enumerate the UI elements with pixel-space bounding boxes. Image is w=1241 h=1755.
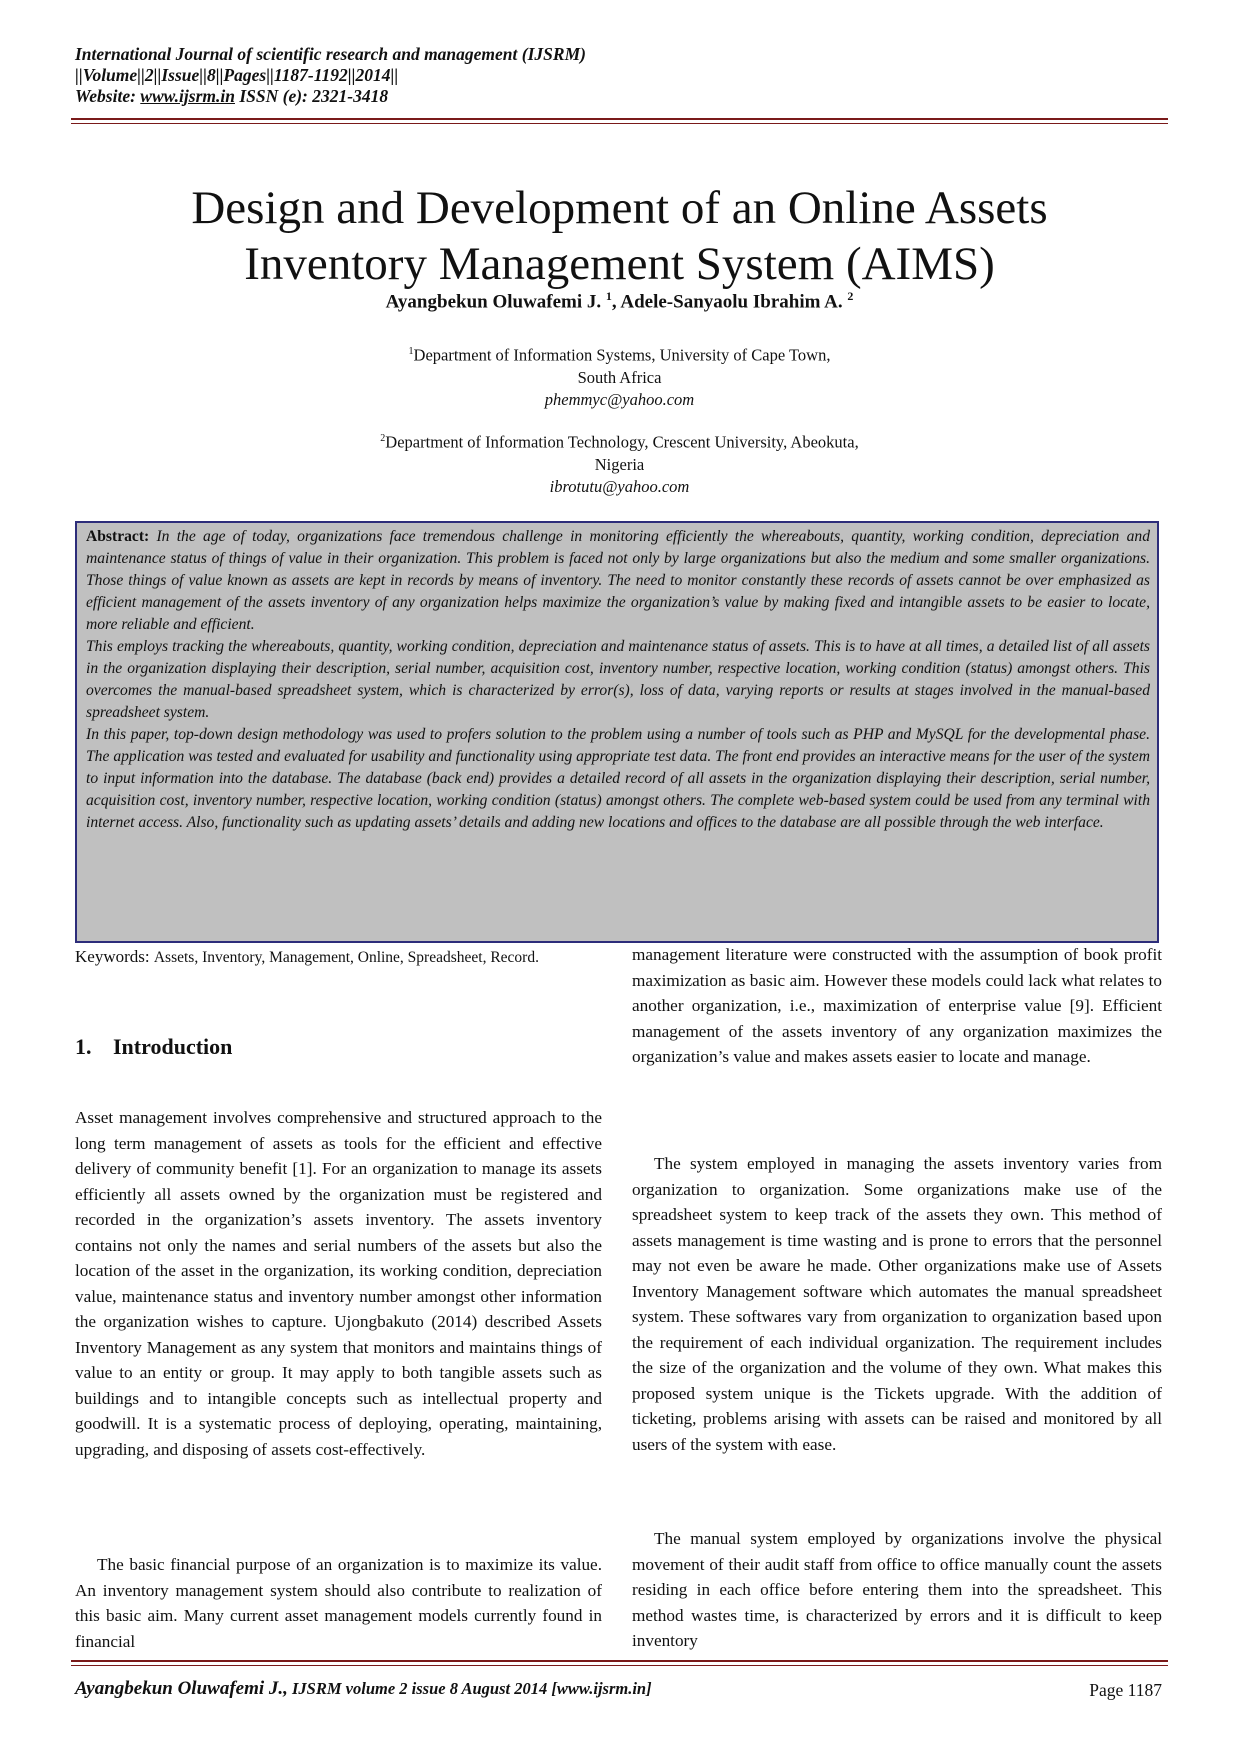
abstract-paragraph-2: This employs tracking the whereabouts, quantity, working condition, depreciation and maintenance status of assets. This is to have at all times, a detailed list of all assets in the organization displaying their description, serial number, acquisition cost, inventory number, respective location, working condition (status) amongst others. This overcomes the manual-based spreadsheet system, which is characterized by error(s), loss of data, varying reports or results at stages involved in the manual-based spreadsheet system. <box>86 638 1150 721</box>
section-number: 1. <box>75 1034 92 1059</box>
affiliation-2-email[interactable]: ibrotutu@yahoo.com <box>549 476 690 496</box>
affiliation-1-line-1 <box>71 341 1168 367</box>
footer-rule-thin <box>71 1665 1168 1666</box>
affiliation-1-email[interactable]: phemmyc@yahoo.com <box>544 389 695 409</box>
footer-rule <box>71 1660 1168 1662</box>
intro-paragraph-4: The system employed in managing the assets inventory varies from organization to organization. Some organizations make use of the spreadsheet system to keep track of the assets they own. This method of assets management is time wasting and is prone to errors that the personnel may not even be aware he made. Other organizations make use of Assets Inventory Management software which automates the manual spreadsheet system. These softwares vary from organization to organization based upon the requirement of each individual organization. The requirement includes the size of the organization and the volume of they own. What makes this proposed system unique is the Tickets upgrade. With the addition of ticketing, problems arising with assets can be raised and monitored by all users of the system with ease. <box>632 1154 1162 1454</box>
abstract <box>86 526 1150 834</box>
affiliation-2 <box>71 428 1168 498</box>
author-2-sup: 2 <box>847 289 854 303</box>
affiliation-2-sup: 2 <box>380 433 386 444</box>
journal-website-line <box>75 86 1175 107</box>
intro-paragraph-5: The manual system employed by organizations involve the physical movement of their audit staff from office to office manually count the assets residing in each office before entering them into the spreadsheet. This method wastes time, is characterized by errors and it is difficult to keep inventory <box>632 1529 1162 1650</box>
title-line-2: Inventory Management System (AIMS) <box>244 238 995 290</box>
author-1: Ayangbekun Oluwafemi J. <box>385 291 602 313</box>
affiliation-2-country: Nigeria <box>594 454 645 474</box>
right-col-paragraph-3 <box>632 1526 1162 1654</box>
author-separator: , <box>611 291 621 313</box>
affiliation-2-line-1 <box>71 428 1168 454</box>
affiliation-1-dept: Department of Information Systems, University of Cape Town, <box>413 345 831 365</box>
left-col-paragraph-1 <box>75 1105 602 1462</box>
title-line-1: Design and Development of an Online Assets <box>191 182 1048 234</box>
abstract-label: Abstract: <box>86 528 150 545</box>
affiliation-2-dept: Department of Information Technology, Crescent University, Abeokuta, <box>385 432 859 452</box>
right-col-paragraph-1 <box>632 942 1162 1070</box>
header-rule <box>71 118 1168 120</box>
intro-paragraph-2: The basic financial purpose of an organization is to maximize its value. An inventory management system should also contribute to realization of this basic aim. Many current asset management models currently found in financial <box>75 1555 602 1651</box>
website-label: Website: <box>75 86 141 106</box>
author-2: Adele-Sanyaolu Ibrahim A. <box>620 291 843 313</box>
paper-title <box>71 180 1168 292</box>
abstract-paragraph-1 <box>86 526 1150 636</box>
keywords <box>75 946 602 968</box>
keywords-label: Keywords: <box>75 947 154 966</box>
website-link[interactable]: www.ijsrm.in <box>140 86 235 106</box>
page-number: Page 1187 <box>1089 1680 1162 1700</box>
right-col-paragraph-2 <box>632 1151 1162 1457</box>
intro-paragraph-3: management literature were constructed with the assumption of book profit maximization as basic aim. However these models could lack what relates to another organization, i.e., maximization of enterprise value [9]. Efficient management of the assets inventory of any organization maximizes the organization’s value and makes assets easier to locate and manage. <box>632 945 1162 1066</box>
journal-volume: ||Volume||2||Issue||8||Pages||1187-1192||2014|| <box>75 65 399 85</box>
section-title: Introduction <box>113 1034 233 1059</box>
section-heading <box>75 1034 232 1060</box>
footer-author: Ayangbekun Oluwafemi J., <box>75 1678 288 1699</box>
journal-name: International Journal of scientific research and management (IJSRM) <box>75 44 586 64</box>
author-1-sup: 1 <box>605 289 612 303</box>
affiliation-1 <box>71 341 1168 411</box>
footer-citation <box>75 1678 652 1700</box>
issn-text: ISSN (e): 2321-3418 <box>234 86 389 106</box>
abstract-paragraph-3: In this paper, top-down design methodology was used to profers solution to the problem using a number of tools such as PHP and MySQL for the developmental phase. The application was tested and evaluated for usability and functionality using appropriate test data. The front end provides an interactive means for the user of the system to input information into the database. The database (back end) provides a detailed record of all assets in the organization displaying their description, serial number, acquisition cost, inventory number, respective location, working condition (status) amongst others. The complete web-based system could be used from any terminal with internet access. Also, functionality such as updating assets’ details and adding new locations and offices to the database are all possible through the web interface. <box>86 726 1150 831</box>
author-list <box>71 289 1168 313</box>
intro-paragraph-1: Asset management involves comprehensive and structured approach to the long term management of assets as tools for the efficient and effective delivery of community benefit [1]. For an organization to manage its assets efficiently all assets owned by the organization must be registered and recorded in the organization’s assets inventory. The assets inventory contains not only the names and serial numbers of the assets but also the location of the asset in the organization, its working condition, depreciation value, maintenance status and inventory number amongst other information the organization wishes to capture. Ujongbakuto (2014) described Assets Inventory Management as any system that monitors and maintains things of value to an entity or group. It may apply to both tangible assets such as buildings and to intangible concepts such as intellectual property and goodwill. It is a systematic process of deploying, operating, maintaining, upgrading, and disposing of assets cost-effectively. <box>75 1108 602 1459</box>
keywords-text: Assets, Inventory, Management, Online, Spreadsheet, Record. <box>153 949 539 966</box>
header-rule-thin <box>71 123 1168 124</box>
left-col-paragraph-2 <box>75 1552 602 1654</box>
footer-journal: IJSRM volume 2 issue 8 August 2014 [www.ijsrm.in] <box>287 1679 652 1698</box>
journal-header <box>75 44 1175 107</box>
abstract-p1-text: In the age of today, organizations face tremendous challenge in monitoring efficiently the whereabouts, quantity, working condition, depreciation and maintenance status of things of value in their organization. This problem is faced not only by large organizations but also the medium and some smaller organizations. Those things of value known as assets are kept in records by means of inventory. The need to monitor constantly these records of assets cannot be over emphasized as efficient management of the assets inventory of any organization helps maximize the organization’s value by making fixed and intangible assets to be easier to locate, more reliable and efficient. <box>86 528 1150 633</box>
affiliation-1-country: South Africa <box>577 367 662 387</box>
affiliation-1-sup: 1 <box>408 346 414 357</box>
